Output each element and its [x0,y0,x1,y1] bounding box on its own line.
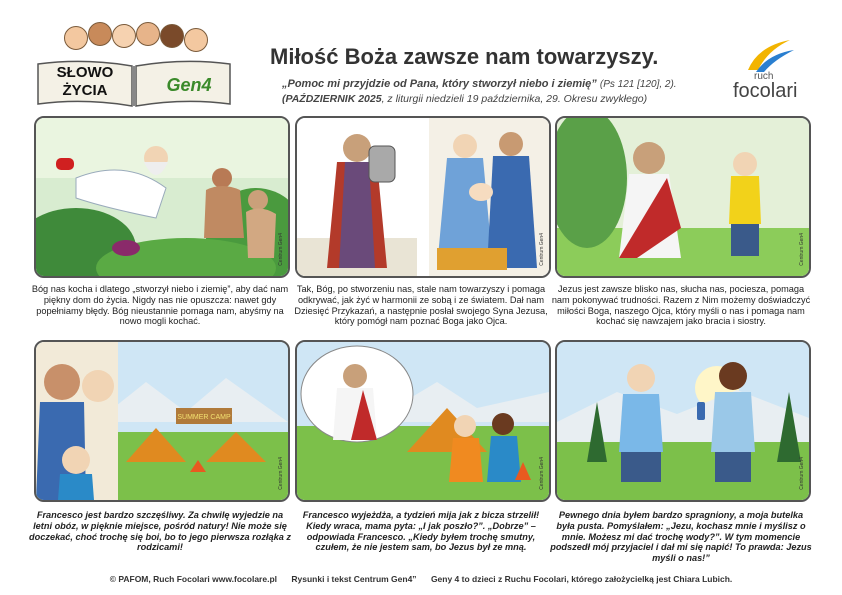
illustration-credit: Centrum Gen4 [278,233,284,266]
child-face-icon [64,26,88,50]
campfire-illustration [297,342,549,500]
illustration-credit: Centrum Gen4 [539,233,545,266]
friends-water-illustration [557,342,809,500]
focolari-logo-small: ruch [754,71,774,82]
moses-holy-family-illustration [297,118,549,276]
child-face-icon [184,28,208,52]
focolari-logo-name: focolari [733,80,798,102]
panel-caption: Jezus jest zawsze blisko nas, słucha nas, pociesza, pomaga nam pokonywać trudności. Razem z Nim możemy doświadczyć miłości Boga, naszego Ojca, który myśli o nas i pomaga nam kochać się nawzajem jako bracia i siostry. [551,284,811,327]
slowo-zycia-logo [34,20,244,116]
creation-illustration [36,118,288,276]
jesus-and-child-illustration [557,118,809,276]
panel-caption: Pewnego dnia byłem bardzo spragniony, a moja butelka była pusta. Pomyślałem: „Jezu, kochasz mnie i myślisz o mnie. Możesz mi dać trochę wody?”. W tym momencie podszedł mój przyjaciel i dał mi się napić! To prawda: Jezus myśli o nas!” [550,510,812,564]
illustration-credit: Centrum Gen4 [539,457,545,490]
illustration-credit: Centrum Gen4 [278,457,284,490]
comic-panel-creation [34,116,290,278]
panel-caption: Francesco wyjeżdża, a tydzień mija jak z bicza strzelił! Kiedy wraca, mama pyta: „I jak poszło?”. „Dobrze” – odpowiada Francesco. „Kiedy byłem trochę smutny, czułem, że nie jestem sam, bo Jezus był ze mną. [302,510,540,553]
footer-drawings: Rysunki i tekst Centrum Gen4” [291,574,417,584]
page-title: Miłość Boża zawsze nam towarzyszy. [270,44,659,69]
comic-panel-campfire [295,340,551,502]
liturgy-date: (PAŹDZIERNIK 2025, z liturgii niedzieli 19 października, 29. Okresu zwykłego) [282,93,648,105]
footer-about: Geny 4 to dzieci z Ruchu Focolari, którego założycielką jest Chiara Lubich. [430,574,733,584]
page-footer [0,574,842,584]
panel-caption: Bóg nas kocha i dlatego „stworzył niebo i ziemię”, aby dać nam piękny dom do życia. Nigdy nas nie opuszcza: nawet gdy popełniamy błędy. Bóg nieustannie pomaga nam, abyśmy na nowo mogli kochać. [31,284,289,327]
panel-caption: Francesco jest bardzo szczęśliwy. Za chwilę wyjedzie na letni obóz, w pięknie miejsce, pośród natury! Nie może się doczekać, choć trochę się boi, bo to jego pierwsza rozłąka z rodzicami! [29,510,291,553]
child-face-icon [88,22,112,46]
panel-caption: Tak, Bóg, po stworzeniu nas, stale nam towarzyszy i pomaga odkrywać, jak żyć w harmonii ze sobą i ze światem. Dał nam Dziesięć Przykazań, a następnie posłał swojego Syna Jezusa, który pomógł nam poznać Boga jako Ojca. [294,284,548,327]
footer-copyright: © PAFOM, Ruch Focolari www.focolare.pl [109,574,278,584]
summer-camp-illustration [36,342,288,500]
slowo-zycia-label: SŁOWO ŻYCIA [56,64,114,99]
gen4-logo: Gen4 [166,75,212,95]
camp-sign: SUMMER CAMP [177,414,231,421]
comic-panel-friends-water [555,340,811,502]
comic-panel-summer-camp [34,340,290,502]
illustration-credit: Centrum Gen4 [799,233,805,266]
child-face-icon [136,22,160,46]
scripture-quote: „Pomoc mi przyjdzie od Pana, który stworzył niebo i ziemię” (Ps 121 [120], 2). [282,78,677,90]
child-face-icon [112,24,136,48]
child-face-icon [160,24,184,48]
comic-panel-jesus-and-child [555,116,811,278]
comic-panel-moses-holy-family [295,116,551,278]
illustration-credit: Centrum Gen4 [799,457,805,490]
